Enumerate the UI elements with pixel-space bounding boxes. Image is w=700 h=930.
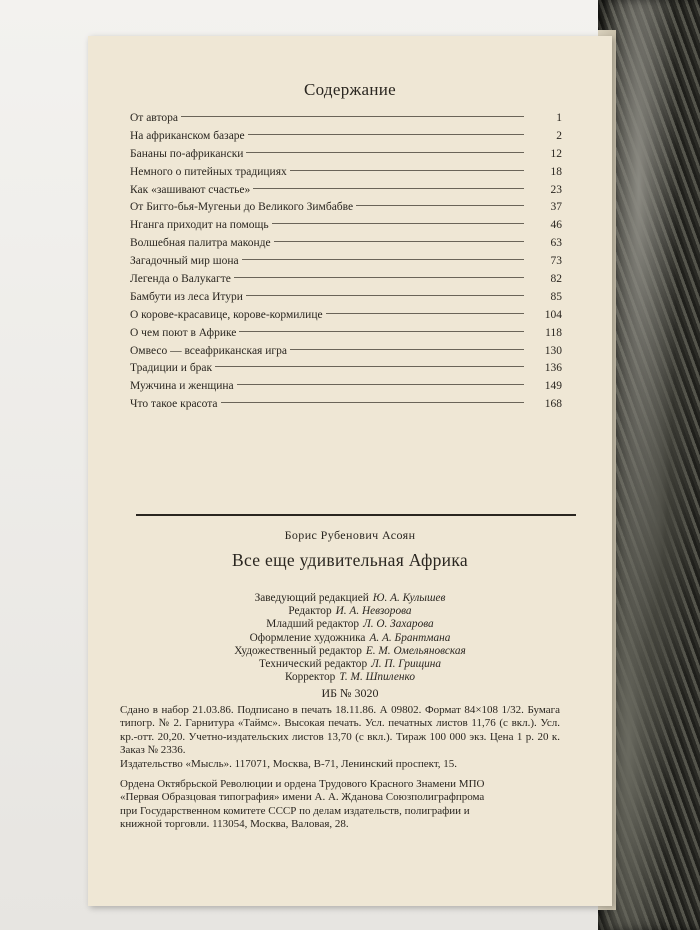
divider-rule <box>136 514 576 516</box>
toc-entry <box>130 217 562 235</box>
toc-leader-line <box>290 170 524 171</box>
printer-info <box>120 778 560 832</box>
toc-entry-page: 2 <box>556 129 562 142</box>
credit-role: Редактор <box>288 605 332 618</box>
toc-entry-label: Легенда о Валукагте <box>130 273 231 286</box>
toc-entry-label: Бананы по-африкански <box>130 147 244 160</box>
credit-line <box>88 658 612 671</box>
toc-entry-label: Загадочный мир шона <box>130 255 239 268</box>
toc-leader-line <box>221 402 524 403</box>
credit-line <box>88 645 612 658</box>
book-page <box>88 36 612 906</box>
toc-leader-line <box>248 134 524 135</box>
toc-entry <box>130 360 562 378</box>
toc-entry-label: На африканском базаре <box>130 129 245 142</box>
toc-leader-line <box>246 152 524 153</box>
toc-leader-line <box>272 223 524 224</box>
toc-leader-line <box>237 384 524 385</box>
credit-role: Младший редактор <box>266 618 360 631</box>
toc-entry-page: 149 <box>544 380 562 393</box>
toc-entry <box>130 325 562 343</box>
toc-entry-page: 168 <box>544 398 562 411</box>
toc-entry-label: Омвесо — всеафриканская игра <box>130 344 287 357</box>
credit-role: Корректор <box>284 671 336 684</box>
toc-entry-label: От Бигго-бья-Мугеньи до Великого Зимбабве <box>130 201 354 214</box>
credit-role: Технический редактор <box>258 658 368 671</box>
printer-line: Ордена Октябрьской Революции и ордена Трудового Красного Знамени МПО <box>120 778 485 790</box>
toc-leader-line <box>246 295 524 296</box>
toc-entry-label: Как «зашивают счастье» <box>130 183 251 196</box>
printer-line: при Государственном комитете СССР по делам издательств, полиграфии и <box>120 804 470 817</box>
toc-entry <box>130 146 562 164</box>
toc-entry <box>130 199 562 217</box>
toc-leader-line <box>326 313 524 314</box>
toc-entry <box>130 396 562 414</box>
toc-entry-label: О корове-красавице, корове-кормилице <box>130 308 323 321</box>
credit-name: Е. М. Омельяновская <box>365 644 466 657</box>
toc-leader-line <box>181 116 524 117</box>
toc-entry-page: 1 <box>556 112 562 124</box>
credit-role: Художественный редактор <box>234 644 362 657</box>
print-specs: Сдано в набор 21.03.86. Подписано в печать 18.11.86. А 09802. Формат 84×108 1/32. Бумага типогр. № 2. Гарнитура «Таймс». Высокая печать. Усл. печатных листов 11,76 (с вкл.). Усл. кр.-отт. 20,20. Учетно-издательских листов 13,70 (с вкл.). Тираж 100 000 экз. Цена 1 р. 20 к. Заказ № 2336. <box>120 704 560 757</box>
toc-entry-page: 23 <box>550 183 562 196</box>
toc-leader-line <box>290 349 524 350</box>
toc-entry-page: 85 <box>550 290 562 303</box>
toc-entry-label: Немного о питейных традициях <box>130 165 287 178</box>
publisher-address: Издательство «Мысль». 117071, Москва, В-71, Ленинский проспект, 15. <box>120 758 458 770</box>
credit-name: Л. О. Захарова <box>363 618 434 631</box>
ib-number: ИБ № 3020 <box>321 686 379 700</box>
credit-role: Заведующий редакцией <box>254 592 369 604</box>
toc-entry-page: 63 <box>550 237 562 250</box>
printer-line: книжной торговли. 113054, Москва, Валовая, 28. <box>120 818 349 831</box>
toc-entry-label: Традиции и брак <box>130 362 213 375</box>
toc-entry <box>130 289 562 307</box>
printer-line: «Первая Образцовая типография» имени А. А. Жданова Союзполиграфпрома <box>120 791 485 804</box>
toc-entry <box>130 110 562 128</box>
toc-entry-label: Нганга приходит на помощь <box>130 219 269 232</box>
toc-entry <box>130 128 562 146</box>
toc-entry-page: 130 <box>544 344 562 357</box>
credit-line <box>88 605 612 618</box>
toc-entry <box>130 343 562 361</box>
credit-line <box>88 632 612 645</box>
toc-entry-label: Волшебная палитра маконде <box>130 237 271 250</box>
credit-line <box>88 592 612 605</box>
credit-name: А. А. Брантмана <box>369 631 451 644</box>
author-name: Борис Рубенович Асоян <box>284 528 416 542</box>
toc-entry-label: Бамбути из леса Итури <box>130 290 243 303</box>
toc-entry <box>130 307 562 325</box>
book-title: Все еще удивительная Африка <box>232 550 468 570</box>
toc-entry-page: 82 <box>550 273 562 286</box>
toc-title: Содержание <box>303 80 397 99</box>
credit-name: Л. П. Грищина <box>371 658 442 671</box>
toc-entry <box>130 271 562 289</box>
toc-list <box>130 110 562 414</box>
credit-line <box>88 618 612 631</box>
toc-entry <box>130 235 562 253</box>
toc-entry-label: Мужчина и женщина <box>130 380 234 393</box>
toc-entry-page: 18 <box>550 165 562 178</box>
toc-entry <box>130 253 562 271</box>
toc-entry-page: 12 <box>550 147 562 160</box>
toc-entry-label: От автора <box>130 112 178 124</box>
toc-leader-line <box>234 277 524 278</box>
credit-name: Т. М. Шпиленко <box>339 671 416 684</box>
toc-entry-page: 136 <box>544 362 562 375</box>
toc-entry <box>130 164 562 182</box>
credit-line <box>88 671 612 684</box>
credit-name: И. А. Невзорова <box>335 605 412 618</box>
toc-leader-line <box>239 331 524 332</box>
toc-entry-page: 46 <box>550 219 562 232</box>
toc-entry-page: 118 <box>545 326 562 339</box>
toc-entry <box>130 182 562 200</box>
credit-role: Оформление художника <box>249 631 366 644</box>
toc-entry-page: 73 <box>550 255 562 268</box>
toc-leader-line <box>215 366 524 367</box>
toc-leader-line <box>253 188 524 189</box>
toc-entry-label: Что такое красота <box>130 398 218 411</box>
credit-name: Ю. А. Кулышев <box>372 592 446 604</box>
toc-leader-line <box>356 205 524 206</box>
toc-entry-page: 104 <box>544 308 562 321</box>
toc-entry-label: О чем поют в Африке <box>130 326 237 339</box>
toc-entry-page: 37 <box>550 201 562 214</box>
toc-leader-line <box>242 259 524 260</box>
toc-entry <box>130 378 562 396</box>
toc-leader-line <box>274 241 524 242</box>
credits-list <box>88 592 612 684</box>
